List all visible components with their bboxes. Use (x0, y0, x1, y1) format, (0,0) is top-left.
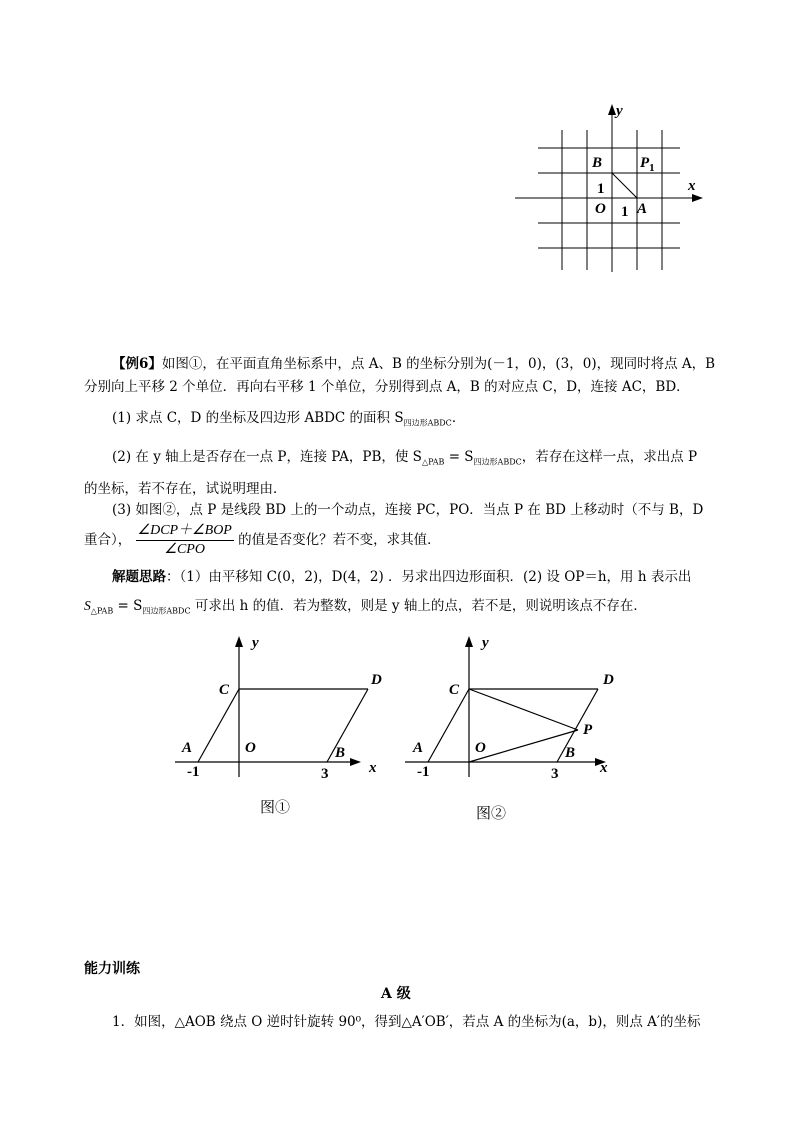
example6-line2: 分别向上平移 2 个单位．再向右平移 1 个单位，分别得到点 A，B 的对应点 C，D，连接 AC，BD． (84, 379, 690, 395)
fig2-point-a-label: A (413, 740, 424, 756)
example6-question2: (2) 在 y 轴上是否存在一点 P，连接 PA，PB，使 $S_{\triangle PAB} = S_{四边形ABDC}$，若存在这样一点，求出点 P (112, 449, 698, 467)
hint-line1: 解题思路：（1）由平移知 C(0，2)，D(4，2) ．另求出四边形面积．(2) 设 OP＝h，用 h 表示出 (112, 569, 692, 585)
grid-point-a-label: A (637, 201, 648, 217)
training-question1: 1．如图，△AOB 绕点 O 逆时针旋转 90⁰，得到△A′OB′，若点 A 的坐标为(a，b)，则点 A′的坐标 (112, 1014, 701, 1030)
fig2-point-c-label: C (449, 682, 460, 698)
fig2-y-label: y (482, 635, 489, 651)
fig1-point-d-label: D (371, 672, 382, 688)
grid-one-y-label: 1 (597, 181, 605, 197)
example6-line1: 【例6】如图①，在平面直角坐标系中，点 A、B 的坐标分别为(－1，0)，(3，0)，现同时将点 A，B (112, 356, 716, 372)
grid-figure (505, 100, 715, 280)
fig2-point-d-label: D (603, 672, 614, 688)
grid-y-label: y (616, 103, 623, 119)
angle-fraction: $\frac{\text{∠DCP＋∠BOP}}{\text{∠CPO}}$ (137, 523, 232, 557)
example6-question3: (3) 如图②，点 P 是线段 BD 上的一个动点，连接 PC，PO．当点 P 在 BD 上移动时（不与 B，D (112, 502, 704, 518)
fig1-x-label: x (369, 760, 377, 776)
fig1-point-b-label: B (335, 745, 346, 761)
hint-line2: $S_{\triangle PAB} = S_{四边形ABDC}$ 可求出 h 的值．若为整数，则是 y 轴上的点，若不是，则说明该点不存在． (84, 598, 647, 616)
grid-one-x-label: 1 (621, 204, 629, 220)
example6-question2-cont: 的坐标，若不存在，试说明理由． (84, 481, 287, 497)
example6-question1: (1) 求点 C，D 的坐标及四边形 ABDC 的面积 $S_{四边形ABDC}$． (112, 410, 466, 428)
example6-tag: 【例6】 (112, 356, 162, 372)
training-level: A 级 (381, 986, 411, 1002)
figure2-caption: 图② (476, 804, 507, 822)
hint-label: 解题思路 (112, 569, 166, 585)
fig1-minus-one-label: -1 (187, 764, 200, 780)
fig1-point-c-label: C (219, 682, 230, 698)
fig1-three-label: 3 (321, 766, 329, 782)
example6-question3-cont: 重合）， $\frac{\text{∠DCP＋∠BOP}}{\text{∠CPO}}$ 的值是否变化？若不变，求其值． (84, 523, 441, 557)
fig2-point-b-label: B (565, 745, 576, 761)
grid-point-b-label: B (592, 155, 603, 171)
fig2-point-p-label: P (583, 722, 593, 738)
fig2-three-label: 3 (551, 766, 559, 782)
grid-origin-label: O (595, 201, 606, 217)
fig1-origin-label: O (245, 740, 256, 756)
figure2-diagram (405, 632, 615, 782)
grid-x-label: x (688, 178, 696, 194)
grid-point-p1-label: $P_1$ (640, 155, 655, 174)
fig2-minus-one-label: -1 (417, 764, 430, 780)
training-heading: 能力训练 (84, 961, 140, 977)
fig1-y-label: y (252, 635, 259, 651)
fig2-origin-label: O (475, 740, 486, 756)
figure1-caption: 图① (260, 798, 291, 816)
fig1-point-a-label: A (182, 740, 193, 756)
fig2-x-label: x (600, 760, 608, 776)
